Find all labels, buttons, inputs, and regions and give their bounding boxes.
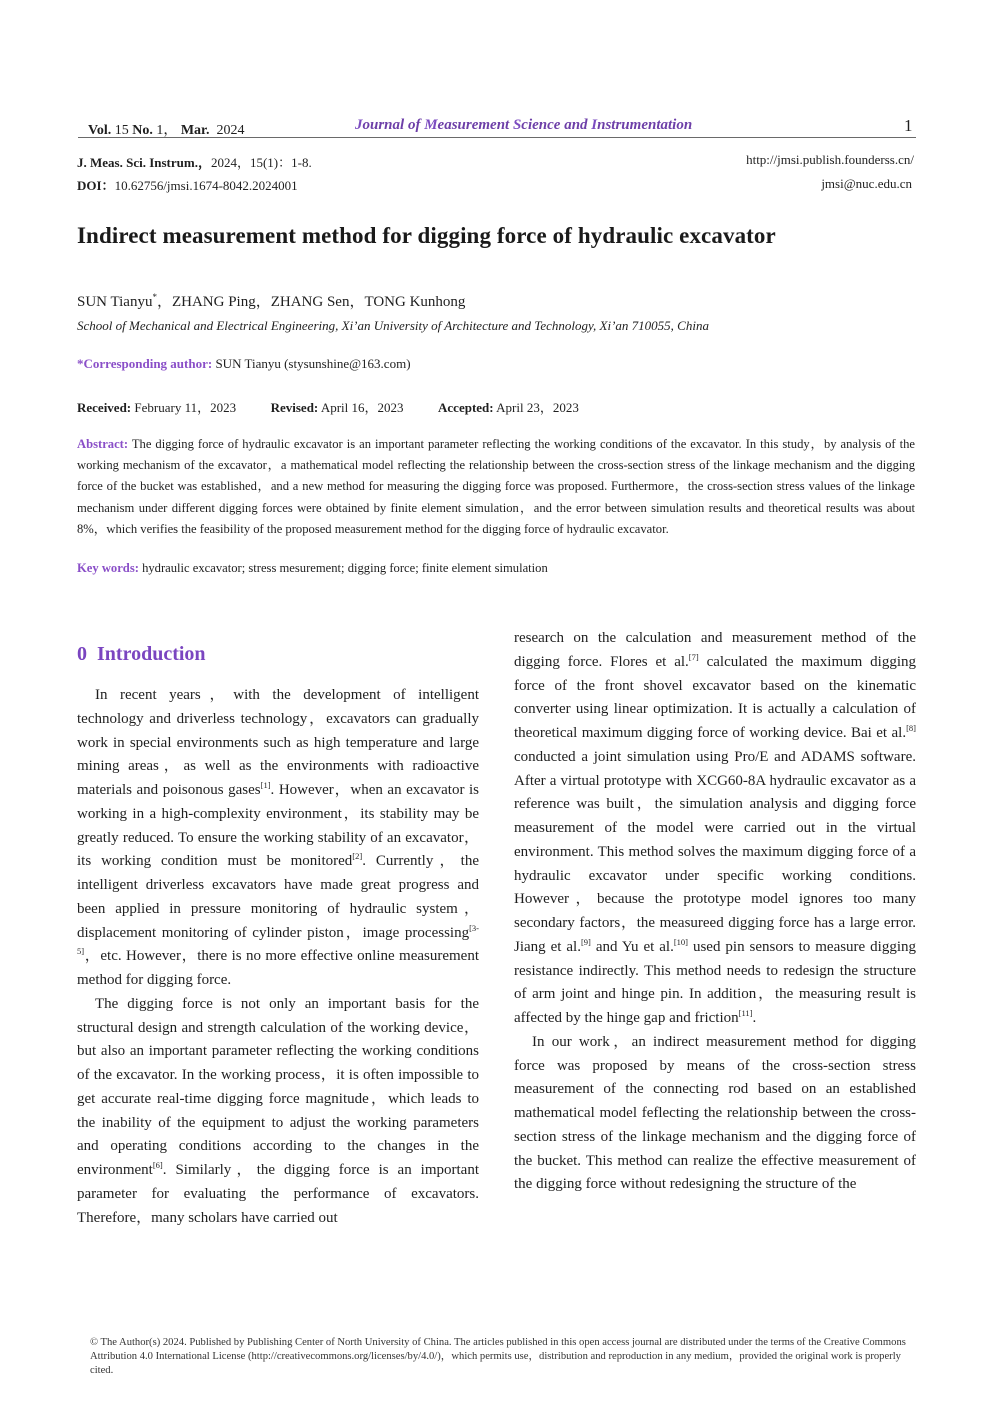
section-title: Introduction bbox=[97, 643, 206, 665]
journal-rest-m: easurement bbox=[437, 117, 513, 133]
journal-cap-j: J bbox=[355, 117, 363, 133]
doi-label: DOI： bbox=[77, 178, 115, 193]
citation-ref[interactable]: [3-5] bbox=[77, 922, 479, 957]
citation-details: 2024，15(1)：1-8. bbox=[210, 155, 312, 170]
citation-ref[interactable]: [11] bbox=[738, 1008, 753, 1018]
running-header-volume bbox=[88, 119, 245, 139]
corresponding-author bbox=[77, 356, 411, 372]
other-authors: ，ZHANG Ping，ZHANG Sen，TONG Kunhong bbox=[156, 294, 466, 310]
vol-value: 15 bbox=[114, 123, 129, 138]
page-number: 1 bbox=[904, 116, 913, 135]
article-dates bbox=[77, 397, 579, 416]
corresponding-mark: * bbox=[152, 292, 157, 302]
journal-cap-m: M bbox=[424, 117, 438, 133]
citation-ref[interactable]: [9] bbox=[580, 936, 591, 947]
month-label: Mar. bbox=[180, 123, 210, 138]
journal-cap-s: S bbox=[512, 117, 522, 133]
paragraph-intro-1 bbox=[77, 684, 479, 993]
corresponding-label: *Corresponding author: bbox=[77, 356, 213, 371]
citation-ref[interactable]: [8] bbox=[906, 723, 916, 733]
citation-ref[interactable]: [7] bbox=[688, 651, 699, 662]
journal-rest-j: ournal of bbox=[362, 117, 425, 133]
text-run: research on the calculation and measurement method of the digging force. Flores et al. bbox=[514, 630, 916, 670]
journal-name bbox=[355, 117, 692, 134]
journal-url[interactable]: http://jmsi.publish.founderss.cn/ bbox=[746, 152, 914, 167]
section-number: 0 bbox=[77, 643, 87, 665]
citation-ref[interactable]: [2] bbox=[352, 851, 363, 862]
journal-email[interactable]: jmsi@nuc.edu.cn bbox=[821, 176, 912, 191]
no-value: 1， bbox=[156, 123, 178, 138]
received-date: February 11，2023 bbox=[134, 400, 237, 415]
author-list bbox=[77, 290, 465, 311]
text-run: . Similarly，the digging force is an important parameter for evaluating the performance of excavators. Therefore，many scholars have carried out bbox=[77, 1162, 479, 1226]
abstract-label: Abstract: bbox=[77, 437, 129, 451]
left-column bbox=[77, 640, 479, 1230]
text-run: . bbox=[752, 1010, 757, 1026]
text-run: conducted a joint simulation using Pro/E and ADAMS software. After a virtual prototype with XCG60-8A hydraulic excavator as a reference was built，the simulation analysis and digging force measurement of the model were carried out in the virtual environment. This method solves the maximum digging force of a hydraulic excavator under specific working conditions. However，because the prototype model ignores too many secondary factors，the measureed digging force has a large error. Jiang et al. bbox=[514, 748, 916, 955]
citation-ref[interactable]: [6] bbox=[152, 1160, 163, 1170]
text-run: and Yu et al. bbox=[590, 938, 674, 955]
text-run: used pin sensors to measure digging resistance indirectly. This method needs to redesign the structure of arm joint and hinge pin. In addition，the measuring result is affected by the hinge gap and friction bbox=[514, 938, 916, 1026]
header-divider bbox=[78, 137, 916, 138]
abstract-text: The digging force of hydraulic excavator is an important parameter reflecting the working conditions of the excavator. In this study，by analysis of the working mechanism of the excavator，a mathematical model reflecting the relationship between the cross-section stress of the linkage mechanism and the digging force of the bucket was established，and a new method for measuring the digging force was proposed. Furthermore，the cross-section stress values of the linkage mechanism under different digging forces were obtained by finite element simulation，and the error between simulation results and theoretical results was about 8%，which verifies the feasibility of the proposed measurement method for the digging force of hydraulic excavator. bbox=[77, 437, 915, 536]
citation-line bbox=[77, 152, 312, 171]
journal-cap-i: I bbox=[591, 117, 598, 133]
paragraph-intro-4: In our work，an indirect measurement method for digging force was proposed by means of the cross-section stress measurement of the connecting rod based on an established mathematical model feflecting the relationship between the cross-section stress of the linkage mechanism and the digging force of the bucket. This method can realize the effective measurement of the digging force without redesigning the structure of the bbox=[514, 1033, 916, 1193]
received-label: Received: bbox=[77, 400, 132, 415]
accepted-date: April 23，2023 bbox=[496, 400, 579, 415]
doi-line bbox=[77, 175, 298, 194]
keywords bbox=[77, 561, 548, 576]
paragraph-intro-2 bbox=[77, 993, 479, 1231]
right-column bbox=[514, 627, 916, 1197]
journal-rest-i: nstrumentation bbox=[597, 117, 693, 133]
keywords-text: hydraulic excavator; stress mesurement; digging force; finite element simulation bbox=[142, 561, 548, 575]
accepted-label: Accepted: bbox=[438, 400, 494, 415]
citation-ref[interactable]: [1] bbox=[260, 780, 271, 790]
text-run: The digging force is not only an important basis for the structural design and strength calculation of the working device，but also an important parameter reflecting the working conditions of the excavator. In the working process，it is often impossible to get accurate real-time digging force magnitude，which leads to the inability of the equipment to adjust the working parameters and operating conditions according to the changes in the environment bbox=[77, 995, 479, 1178]
doi-value[interactable]: 10.62756/jmsi.1674-8042.2024001 bbox=[114, 178, 298, 193]
revised-date: April 16，2023 bbox=[320, 400, 404, 415]
text-run: . Currently，the intelligent driverless excavators have made great progress and been applied in pressure monitoring of hydraulic system，displacement monitoring of cylinder piston，image processing bbox=[77, 853, 479, 941]
vol-label: Vol. bbox=[88, 123, 112, 138]
text-run: In recent years，with the development of intelligent technology and driverless technology，excavators can gradually work in special environments such as high temperature and large mining areas，as well as the environments with radioactive materials and poisonous gases bbox=[77, 687, 479, 798]
year: 2024 bbox=[216, 123, 245, 138]
journal-abbr: J. Meas. Sci. Instrum.， bbox=[77, 155, 211, 170]
text-run: . However，when an excavator is working in a high-complexity environment，its stability may be greatly reduced. To ensure the working stability of an excavator，its working condition must be monitored bbox=[77, 782, 479, 870]
citation-ref[interactable]: [10] bbox=[673, 936, 689, 947]
abstract bbox=[77, 434, 915, 540]
keywords-label: Key words: bbox=[77, 561, 139, 575]
paper-title: Indirect measurement method for digging force of hydraulic excavator bbox=[77, 223, 776, 248]
no-label: No. bbox=[132, 123, 153, 138]
paragraph-intro-3 bbox=[514, 627, 916, 1031]
corresponding-value: SUN Tianyu (stysunshine@163.com) bbox=[215, 356, 411, 371]
revised-label: Revised: bbox=[270, 400, 319, 415]
first-author: SUN Tianyu bbox=[77, 294, 153, 310]
text-run: calculated the maximum digging force of the front shovel excavator based on the kinematic converter using linear optimization. It is actually a calculation of theoretical maximum digging force of working device. Bai et al. bbox=[514, 653, 916, 741]
license-footnote: © The Author(s) 2024. Published by Publishing Center of North University of China. The articles published in this open access journal are distributed under the terms of the Creative Commons Attribution 4.0 International License (http://creativecommons.org/licenses/by/4.0/)，which permits use，distribution and reproduction in any medium，provided the original work is properly cited. bbox=[90, 1337, 906, 1376]
section-heading bbox=[77, 640, 479, 668]
text-run: ，etc. However，there is no more effective online measurement method for digging force. bbox=[77, 948, 479, 988]
affiliation: School of Mechanical and Electrical Engineering, Xi’an University of Architecture and Technology, Xi’an 710055, China bbox=[77, 318, 709, 333]
journal-rest-s: cience and bbox=[521, 117, 592, 133]
